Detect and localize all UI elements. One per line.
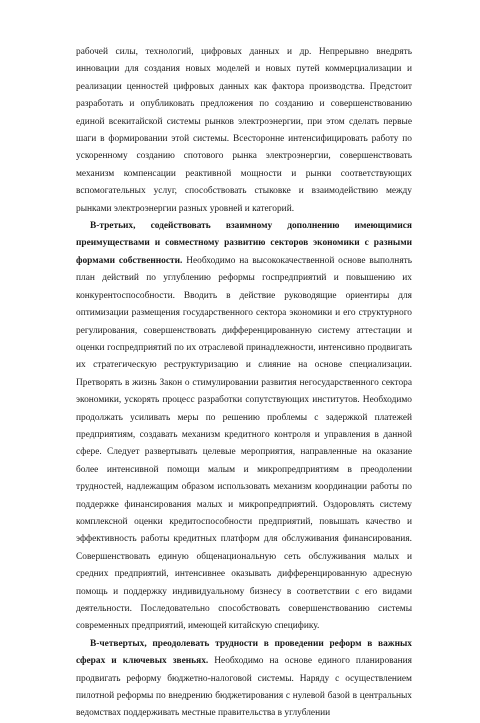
paragraph-1: рабочей силы, технологий, цифровых данных и др. Непрерывно внедрять инновации для создания новых моделей и новых путей коммерциализации и реализации ценностей цифровых данных как фактора производства. Предстоит разработать и опубликовать предложения по созданию и совершенствованию единой всекитайской системы рынков электроэнергии, при этом сделать первые шаги в формировании этой системы. Всесторонне интенсифицировать работу по ускоренному созданию спотового рынка электроэнергии, совершенствовать механизм компенсации реактивной мощности и рынки соответствующих вспомогательных услуг, способствовать стыковке и взаимодействию между рынками электроэнергии разных уровней и категорий. bbox=[76, 47, 412, 214]
paragraph-2-heading: В-третьих, содействовать взаимному дополнению имеющимися преимуществами и совместному развитию секторов экономики с разными формами собственности. bbox=[76, 221, 412, 266]
document-page bbox=[76, 44, 412, 723]
paragraph-3-body: Необходимо на основе единого планирования продвигать реформу бюджетно-налоговой системы. Наряду с осуществлением пилотной реформы по внедрению бюджетирования с нулевой базой в центральных ведомствах поддерживать местные правительства в углублении bbox=[76, 656, 412, 719]
paragraph-2 bbox=[76, 218, 412, 636]
paragraph-3 bbox=[76, 636, 412, 723]
paragraph-3-heading: В-четвертых, преодолевать трудности в проведении реформ в важных сферах и ключевых звеньях. bbox=[76, 638, 412, 667]
paragraph-2-body: Необходимо на высококачественной основе выполнять план действий по углублению реформы госпредприятий и повышению их конкурентоспособности. Вводить в действие руководящие ориентиры для оптимизации размещения государственного сектора экономики и его структурного регулирования, совершенствовать дифференцированную систему аттестации и оценки госпредприятий по их отраслевой принадлежности, интенсивно продвигать их стратегическую реструктуризацию и слияние на основе специализации. Претворять в жизнь Закон о стимулировании развития негосударственного сектора экономики, ускорять процесс разработки сопутствующих институтов. Необходимо продолжать усиливать меры по решению проблемы с задержкой платежей предприятиям, создавать механизм кредитного контроля и управления в данной сфере. Следует развертывать целевые мероприятия, направленные на оказание более интенсивной помощи малым и микропредприятиям в преодолении трудностей, надлежащим образом использовать механизм координации работы по поддержке финансирования малых и микропредприятий. Оздоровлять систему комплексной оценки кредитоспособности предприятий, повышать качество и эффективность работы кредитных платформ для обслуживания финансирования. Совершенствовать единую общенациональную сеть обслуживания малых и средних предприятий, интенсивнее оказывать дифференцированную адресную помощь и поддержку индивидуальному бизнесу в соответствии с его видами деятельности. Последовательно способствовать совершенствованию системы современных предприятий, имеющей китайскую специфику. bbox=[76, 255, 412, 632]
